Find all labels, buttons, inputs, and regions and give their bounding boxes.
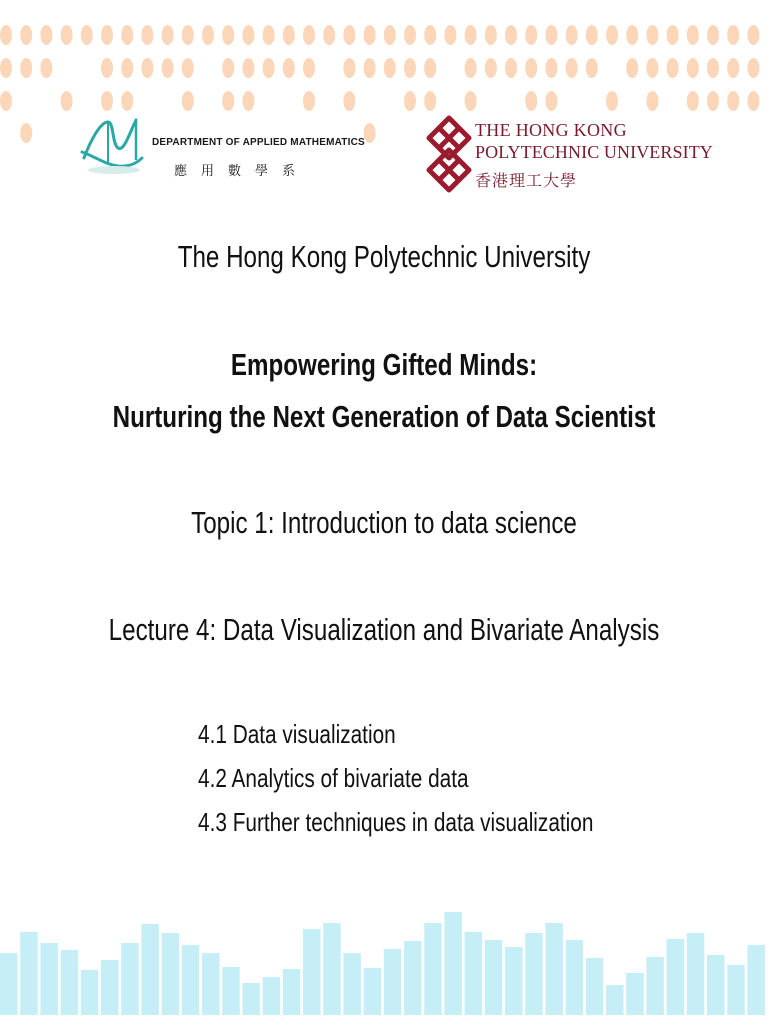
decorative-bar [747,945,765,1015]
decorative-dot [687,91,699,111]
decorative-dot [525,91,537,111]
lecture-heading: Lecture 4: Data Visualization and Bivariate Analysis [108,612,660,647]
polyu-name-line1: THE HONG KONG [475,120,627,140]
decorative-dot [40,25,52,45]
decorative-dot [384,25,396,45]
department-logo [78,112,365,192]
university-name: The Hong Kong Polytechnic University [177,239,591,274]
decorative-dot [586,25,598,45]
decorative-dot [707,91,719,111]
decorative-bar [20,932,38,1015]
decorative-dot [566,25,578,45]
decorative-dot [626,25,638,45]
decorative-dot [20,25,32,45]
decorative-dot [81,25,93,45]
decorative-dot [646,58,658,78]
polyu-name-line2: POLYTECHNIC UNIVERSITY [475,142,713,162]
decorative-bar [606,985,624,1015]
outline-item: 4.3 Further techniques in data visualization [198,807,594,837]
decorative-bar [485,940,503,1015]
decorative-dot [242,25,254,45]
decorative-dot [222,25,234,45]
decorative-bar [525,933,543,1015]
decorative-dot [646,25,658,45]
decorative-dot [465,58,477,78]
decorative-dot [364,25,376,45]
decorative-dot [606,91,618,111]
decorative-dot [263,58,275,78]
decorative-dot [364,123,376,143]
decorative-dot [626,58,638,78]
decorative-dot [242,58,254,78]
decorative-dot [182,25,194,45]
lecture-outline [198,712,593,844]
decorative-dot [707,58,719,78]
decorative-dot [727,91,739,111]
decorative-dot [707,25,719,45]
decorative-dot [667,58,679,78]
decorative-dot [20,58,32,78]
decorative-dot [606,25,618,45]
decorative-bar [101,960,119,1015]
outline-item: 4.1 Data visualization [198,719,396,749]
decorative-dot [404,25,416,45]
decorative-bar [222,967,240,1015]
decorative-dot [141,58,153,78]
decorative-dot [727,25,739,45]
decorative-dot [545,58,557,78]
decorative-bar [182,945,200,1015]
decorative-dot [505,25,517,45]
decorative-dot [586,58,598,78]
decorative-bar [384,949,402,1015]
decorative-bar [707,955,725,1015]
decorative-dot [202,25,214,45]
decorative-dot [727,58,739,78]
decorative-bar [626,973,644,1015]
decorative-dot [525,25,537,45]
decorative-dot [404,91,416,111]
decorative-dot [667,25,679,45]
decorative-dot [444,25,456,45]
decorative-dot [162,58,174,78]
decorative-dot [485,25,497,45]
decorative-dot [343,58,355,78]
decorative-dot [121,58,133,78]
decorative-bar [121,943,139,1015]
decorative-dot [323,25,335,45]
outline-item: 4.2 Analytics of bivariate data [198,763,469,793]
decorative-dot [747,25,759,45]
decorative-dot [404,58,416,78]
decorative-dot [242,91,254,111]
decorative-bar [667,939,685,1015]
decorative-dot [263,25,275,45]
decorative-bar [364,968,382,1015]
decorative-bar [263,977,281,1015]
department-name-chinese: 應用數學系 [174,164,310,179]
decorative-dot [182,91,194,111]
decorative-bar [0,953,18,1015]
decorative-dot [101,91,113,111]
decorative-dot [40,58,52,78]
decorative-bar [202,953,220,1015]
decorative-bar [465,932,483,1015]
decorative-dot [646,91,658,111]
decorative-bar [566,940,584,1015]
decorative-dot [121,25,133,45]
decorative-dot [424,25,436,45]
decorative-dot [0,25,12,45]
decorative-bar [40,943,58,1015]
decorative-bar [424,923,442,1015]
decorative-bar [343,953,361,1015]
decorative-bar [687,933,705,1015]
decorative-dot [465,25,477,45]
decorative-dot [747,58,759,78]
decorative-dot [747,91,759,111]
decorative-dot [364,58,376,78]
decorative-dot [505,58,517,78]
decorative-dot [182,58,194,78]
decorative-bar [242,983,260,1015]
decorative-bar [141,924,159,1015]
decorative-bar [586,958,604,1015]
decorative-dot [303,25,315,45]
decorative-dot [687,58,699,78]
decorative-bar [727,965,745,1015]
decorative-dot [141,25,153,45]
decorative-dot [525,58,537,78]
decorative-bar [283,969,301,1015]
decorative-bar [646,957,664,1015]
topic-heading: Topic 1: Introduction to data science [191,505,577,540]
decorative-dot [545,25,557,45]
decorative-bar [444,912,462,1015]
applied-math-wave-icon [78,112,148,182]
decorative-bar [505,947,523,1015]
decorative-dot [485,58,497,78]
decorative-dot [0,91,12,111]
decorative-bar [545,923,563,1015]
decorative-dot [424,91,436,111]
decorative-bar [61,950,79,1015]
polyu-name-chinese: 香港理工大學 [475,171,578,190]
decorative-dot [384,58,396,78]
decorative-bar [404,941,422,1015]
decorative-dot [101,58,113,78]
decorative-bar [303,929,321,1015]
decorative-dot [687,25,699,45]
decorative-bar [162,933,180,1015]
decorative-dot [303,91,315,111]
decorative-dot [61,25,73,45]
decorative-dot [343,25,355,45]
decorative-bar [81,970,99,1015]
decorative-dot [545,91,557,111]
polyu-logo [425,114,713,196]
decorative-dot [162,25,174,45]
decorative-dot [303,58,315,78]
decorative-dot [283,25,295,45]
decorative-dot [566,58,578,78]
decorative-bar [323,923,341,1015]
course-title-line1: Empowering Gifted Minds: [230,347,538,382]
decorative-dot [20,123,32,143]
course-title-line2: Nurturing the Next Generation of Data Scientist [112,399,656,434]
decorative-dot [424,58,436,78]
decorative-dot [121,91,133,111]
decorative-dot [343,91,355,111]
polyu-knot-icon [425,114,473,194]
decorative-dot [0,58,12,78]
decorative-bar-pattern [0,895,768,1024]
decorative-dot [465,91,477,111]
decorative-dot [222,58,234,78]
decorative-dot [61,91,73,111]
decorative-dot [283,58,295,78]
department-name: DEPARTMENT OF APPLIED MATHEMATICS [152,137,365,148]
decorative-dot [222,91,234,111]
decorative-dot [101,25,113,45]
